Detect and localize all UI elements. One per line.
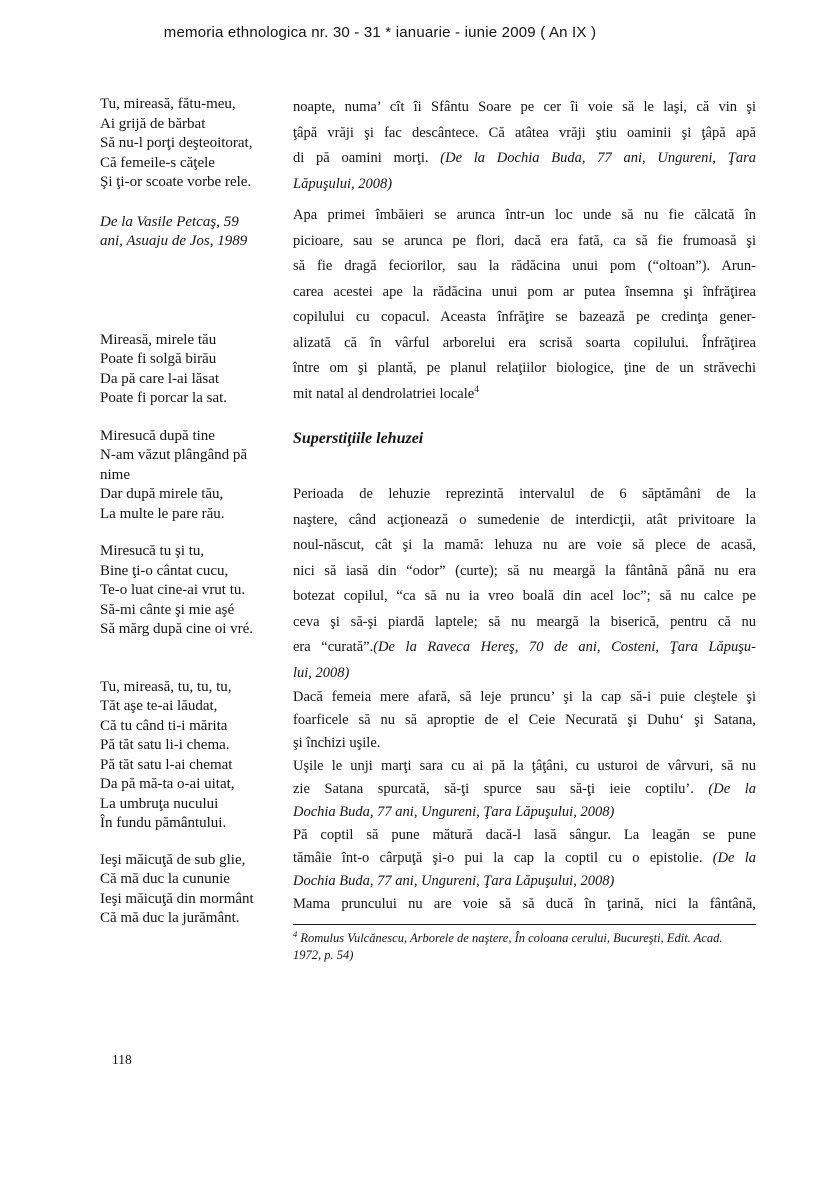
body-text: Pă coptil să pune mătură dacă-l lasă sângur. La leagăn se pune <box>293 827 756 843</box>
poem-line: Mireasă, mirele tău <box>100 331 217 348</box>
page-number: 118 <box>112 1052 132 1067</box>
body-text: Perioada de lehuzie reprezintă intervalul de 6 săptămâni de la <box>293 486 756 502</box>
poem-line: Să-mi cânte şi mie aşé <box>100 601 235 618</box>
body-text: ceva şi să-şi piardă laptele; să nu meargă la biserică, pentru că nu <box>293 613 756 630</box>
body-text: foarficele să nu să aproptie de el Ceie Necurată şi Duhu‘ şi Satana, <box>293 712 756 728</box>
body-text: naştere, când acţionează o sumedenie de interdicţii, atât privitoare la <box>293 511 756 528</box>
poem-stanza <box>100 678 282 834</box>
poem-line: Da pă care l-ai lăsat <box>100 370 220 387</box>
text-line <box>293 482 756 508</box>
citation-text: Lăpuşului, 2008) <box>293 175 393 192</box>
poem-line: Bine ţi-o cântat cucu, <box>100 562 229 579</box>
poem-line: De la Vasile Petcaş, 59 <box>100 213 239 230</box>
poem-line: Ieşi măicuţă de sub glie, <box>100 851 246 868</box>
poem-line: La multe le pare rău. <box>100 505 225 522</box>
text-line <box>293 778 756 801</box>
poem-line: Ieşi măicuţă din mormânt <box>100 890 254 907</box>
text-line <box>293 172 756 198</box>
text-line <box>293 661 756 687</box>
poem-stanza <box>100 95 282 193</box>
poem-line: În fundu pământului. <box>100 815 227 831</box>
footnote-marker: 4 <box>293 928 298 939</box>
text-line <box>293 382 756 408</box>
body-text: era “curată”. <box>293 639 374 655</box>
body-paragraph <box>293 203 756 407</box>
poem-line: Pă tăt satu l-ai chemat <box>100 756 233 773</box>
poem-line: Tu, mireasă, fătu-meu, <box>100 96 236 112</box>
text-line <box>293 146 756 172</box>
right-column-prose <box>293 95 756 964</box>
poem-line: Da pă mă-ta o-ai uitat, <box>100 776 235 792</box>
text-line <box>293 870 756 893</box>
body-text: Apa primei îmbăieri se arunca într-un loc unde să nu fie călcată în <box>293 207 756 223</box>
citation-text: (De la Dochia Buda, 77 ani, Ungureni, Ţara <box>440 150 756 166</box>
poem-line: Tăt aşe te-ai lăudat, <box>100 698 218 714</box>
body-text: noapte, numa’ cît îi Sfântu Soare pe cer îi voie să le laşi, că vin şi <box>293 99 756 115</box>
poem-line: Şi ţi-or scoate vorbe rele. <box>100 174 252 190</box>
text-line <box>293 893 756 916</box>
body-paragraph <box>293 686 756 755</box>
poem-line: Să mărg după cine oi vré. <box>100 621 254 637</box>
body-text: Uşile le unji marţi sara cu ai pă la ţâţâni, cu usturoi de vârvuri, să nu <box>293 758 756 774</box>
body-text: carea acestei ape la rădăcina unui pom ar putea însemna şi înfrăţirea <box>293 283 756 300</box>
poem-line: Miresucă tu şi tu, <box>100 543 205 559</box>
footnote-line: $^4$ Romulus Vulcănescu, Arborele de naştere, În coloana cerului, Bucureşti, Edit. Acad. <box>293 928 723 945</box>
citation-text: (De la <box>712 850 756 866</box>
footnote-line: 1972, p. 54) <box>293 948 354 962</box>
poem-line: Să nu-l porţi deşteoitorat, <box>100 135 253 151</box>
text-line <box>293 635 756 661</box>
poem-stanza <box>100 331 282 409</box>
journal-header-title: memoria ethnologica nr. 30 - 31 * ianuarie - iunie 2009 ( An IX ) <box>163 24 597 41</box>
text-line <box>293 203 756 229</box>
citation-text: Dochia Buda, 77 ani, Ungureni, Ţara Lăpuşului, 2008) <box>293 873 615 889</box>
poem-stanza <box>100 427 282 525</box>
poem-line: La umbruţa nucului <box>100 795 219 812</box>
citation-text: lui, 2008) <box>293 664 350 681</box>
body-paragraph <box>293 755 756 824</box>
text-line <box>293 686 756 709</box>
text-line <box>293 305 756 331</box>
text-line <box>293 254 756 280</box>
text-line <box>293 121 756 147</box>
body-text: Dacă femeia mere afară, să leje pruncu’ şi la cap să-i puie cleştele şi <box>293 689 756 705</box>
text-line <box>293 331 756 357</box>
text-line <box>293 755 756 778</box>
body-text: botezat copilul, “ca să nu ia vreo boală din acel loc”; să nu calce pe <box>293 588 756 604</box>
poem-line: Pă tăt satu li-i chema. <box>100 737 230 753</box>
body-text: tămâie înt-o cârpuţă şi-o pui la cap la coptil cu o epistolie. <box>293 850 713 866</box>
section-heading: Superstiţiile lehuzei <box>293 430 424 447</box>
citation-text: (De la <box>708 781 756 797</box>
body-text: noul-născut, cât şi la mamă: lehuza nu are voie să plece de acasă, <box>293 537 756 553</box>
poem-line: Tu, mireasă, tu, tu, tu, <box>100 678 232 695</box>
text-line <box>293 584 756 610</box>
text-line <box>293 280 756 306</box>
page-body <box>100 95 758 964</box>
text-line <box>293 559 756 585</box>
body-text: Mama pruncului nu are voie să să ducă în ţarină, nici la fântână, <box>293 896 756 912</box>
body-text: copilului cu copacul. Aceasta înfrăţire se bazează pe credinţa gener- <box>293 309 756 325</box>
body-paragraph <box>293 95 756 197</box>
text-line <box>293 356 756 382</box>
text-line <box>293 508 756 534</box>
poem-line: Că femeile-s căţele <box>100 154 215 171</box>
poem-line: Că mă duc la cununie <box>100 871 230 887</box>
body-text: să fie dragă feciorilor, sau la rădăcina unui pom (“oltoan”). Arun- <box>293 258 756 274</box>
body-text: ţâpă vrăji şi fac descântece. Că atâtea vrăji ştiu oaminii şi ţâpă apă <box>293 124 756 141</box>
text-line <box>293 533 756 559</box>
body-text: zie Satana spurcată, să-ţi spurce sau să-ţi ieie coptilu’. <box>293 781 709 797</box>
poem-line: Te-o luat cine-ai vrut tu. <box>100 582 246 598</box>
body-text: mit natal al dendrolatriei locale <box>293 385 475 402</box>
text-line <box>293 709 756 732</box>
poem-stanza <box>100 851 282 929</box>
body-paragraph <box>293 482 756 686</box>
footnote-reference: 4 <box>474 384 479 395</box>
body-text: picioare, sau se arunca pe flori, dacă era fată, ca să fie frumoasă şi <box>293 232 756 249</box>
text-line <box>293 801 756 824</box>
text-line <box>293 610 756 636</box>
text-line <box>293 732 756 755</box>
poem-line: Dar după mirele tău, <box>100 486 224 502</box>
citation-text: (De la Raveca Hereş, 70 de ani, Costeni, Ţara Lăpuşu- <box>373 639 756 655</box>
poem-line: nime <box>100 466 130 483</box>
poem-line: Că tu când ti-i mărita <box>100 717 228 734</box>
body-text: di pă oamini morţi. <box>293 150 441 166</box>
poem-source-citation <box>100 213 282 252</box>
text-line <box>293 847 756 870</box>
body-text: între om şi plantă, pe planul relaţiilor biologice, ţine de un străvechi <box>293 360 756 376</box>
poem-line: Poate fi solgă birău <box>100 351 217 367</box>
body-text: alizată că în vârful arborelui era scrisă soarta copilului. Înfrăţirea <box>293 334 756 351</box>
text-line <box>293 229 756 255</box>
footnote <box>293 924 756 964</box>
poem-line: Ai grijă de bărbat <box>100 115 206 132</box>
poem-line: Că mă duc la jurământ. <box>100 910 240 926</box>
poem-line: N-am văzut plângând pă <box>100 447 248 463</box>
body-text: nici să iasă din “odor” (curte); să nu meargă la fântână până nu era <box>293 562 756 579</box>
text-line <box>293 824 756 847</box>
poem-stanza <box>100 542 282 640</box>
citation-text: Dochia Buda, 77 ani, Ungureni, Ţara Lăpuşului, 2008) <box>293 804 615 820</box>
body-paragraph <box>293 824 756 916</box>
poem-line: Poate fi porcar la sat. <box>100 390 228 406</box>
left-column-poems <box>100 95 282 929</box>
poem-line: Miresucă după tine <box>100 427 215 444</box>
body-text: şi închizi uşile. <box>293 735 381 751</box>
poem-line: ani, Asuaju de Jos, 1989 <box>100 233 248 249</box>
text-line <box>293 95 756 121</box>
